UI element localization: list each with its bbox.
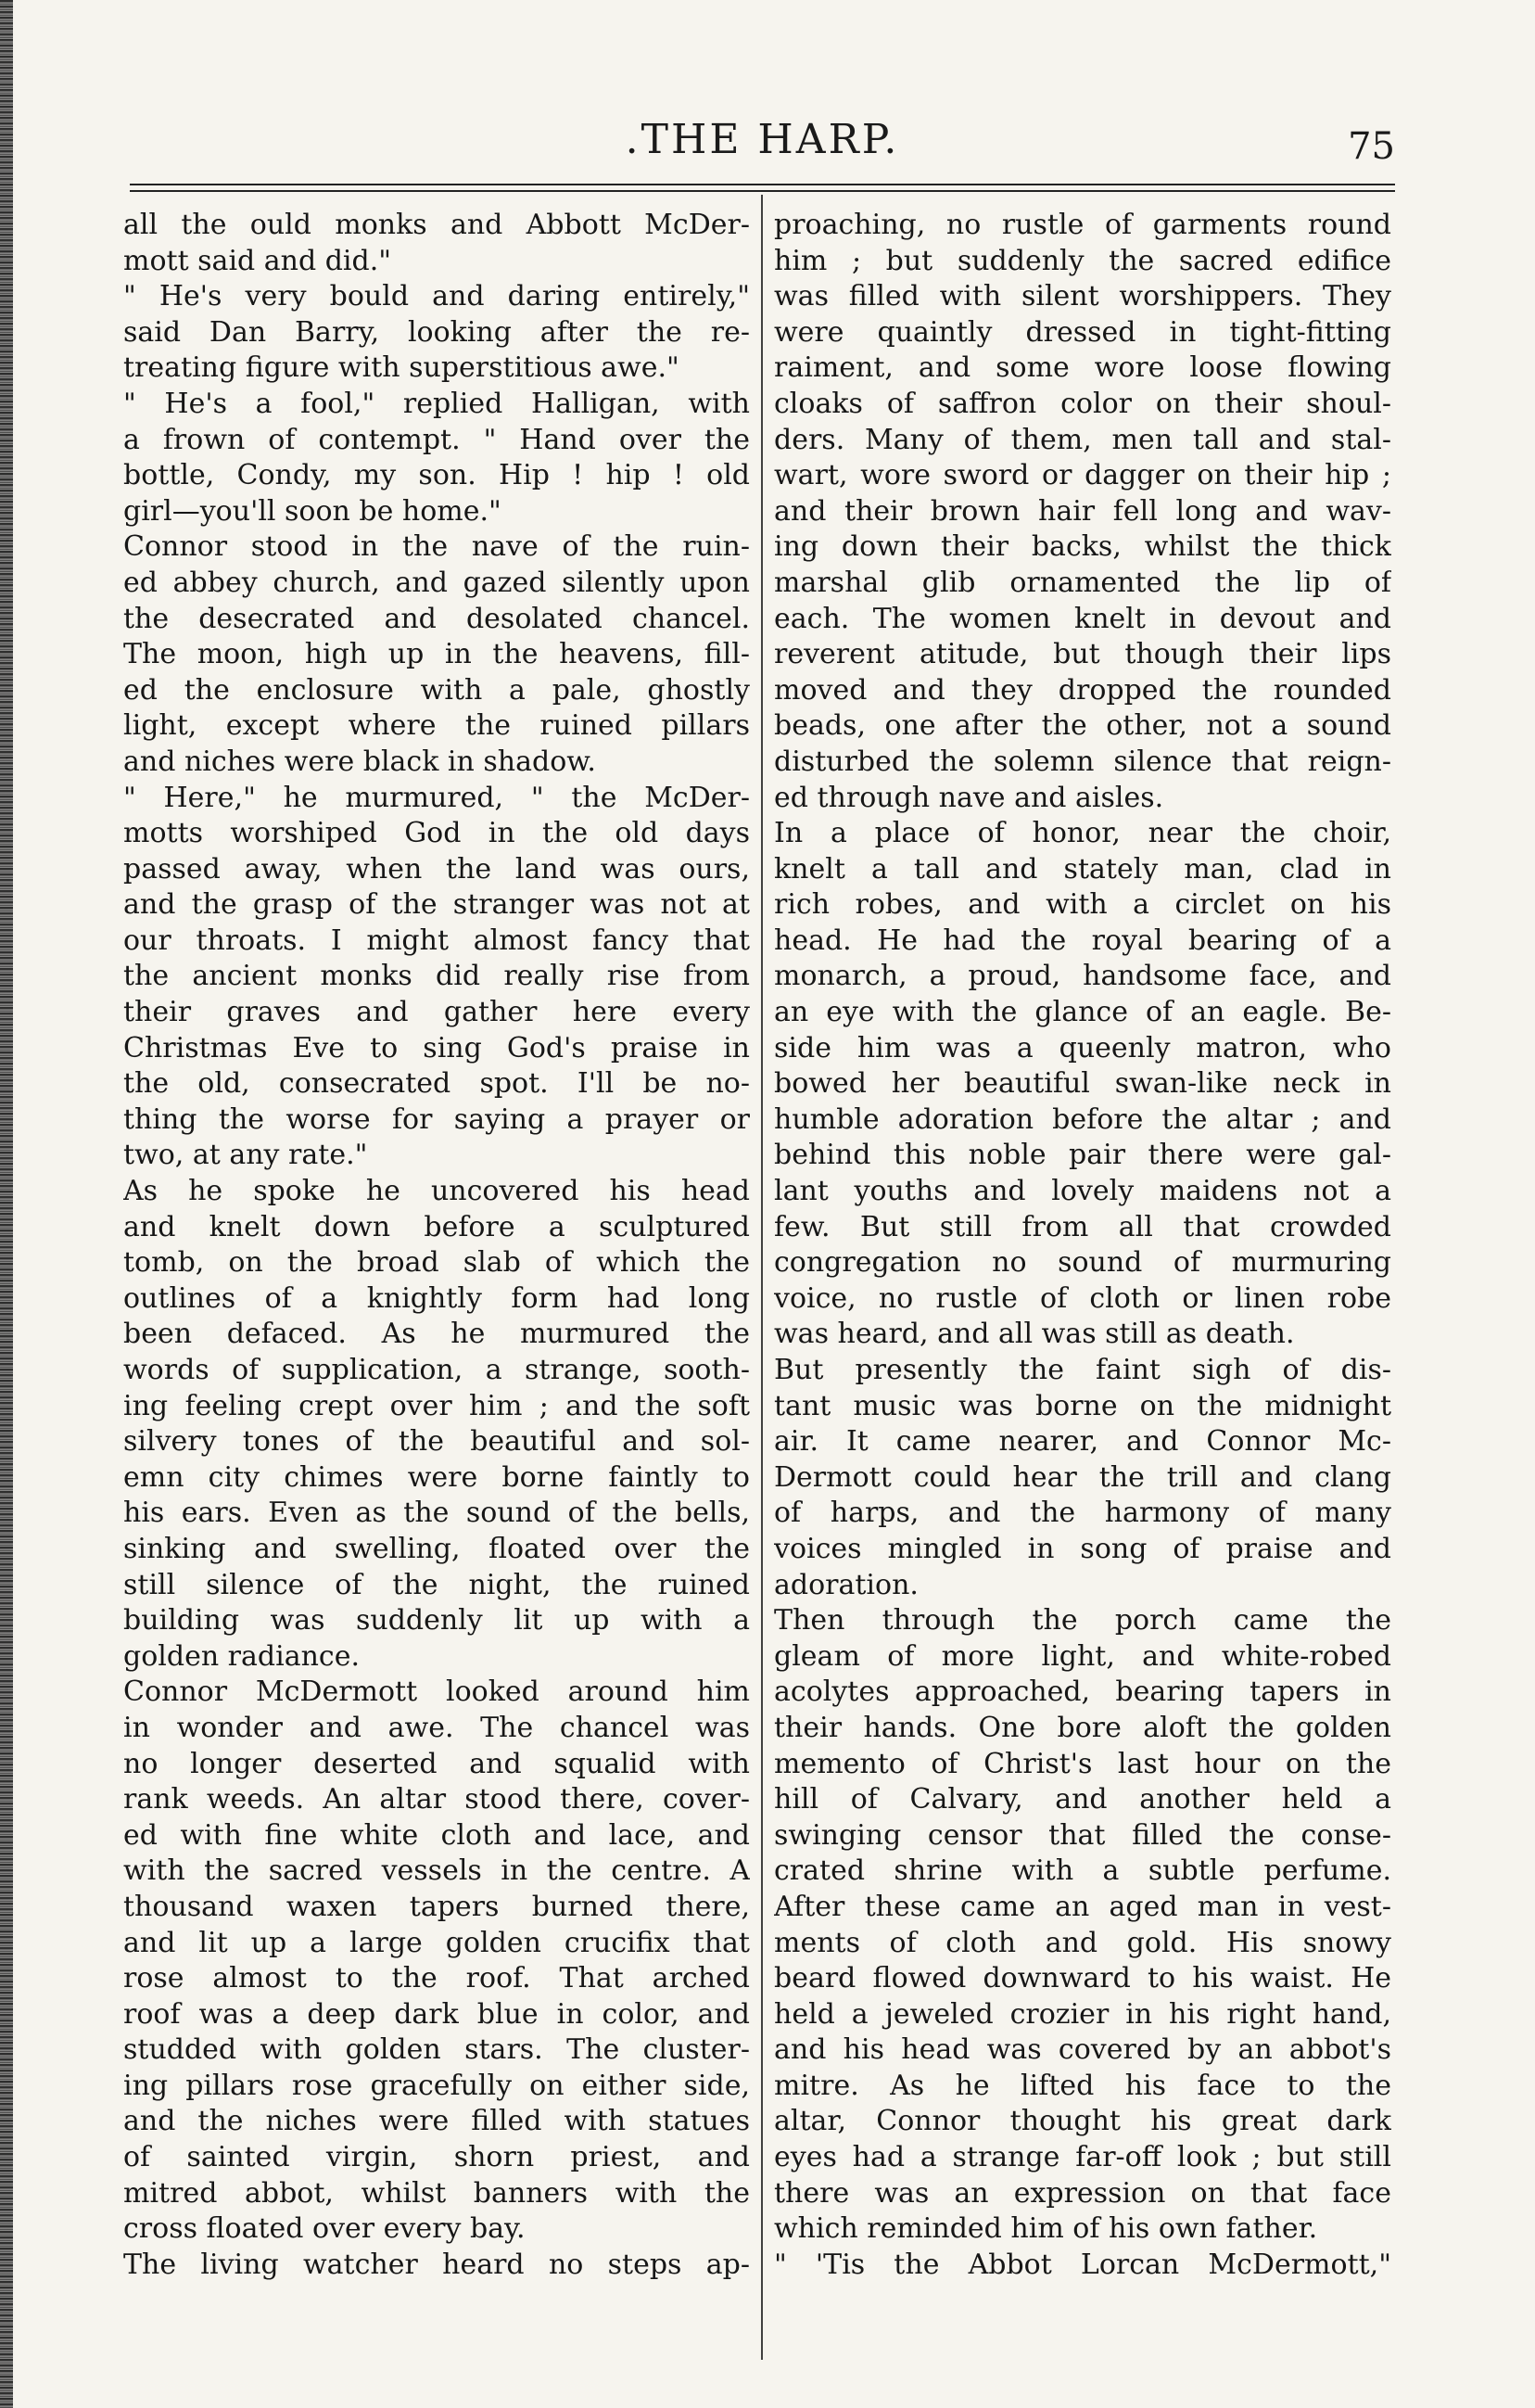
page-number: 75: [1348, 125, 1395, 168]
right-column-text-line: were quaintly dressed in tight-fitting: [774, 315, 1391, 349]
column-divider: [761, 195, 763, 2360]
right-column-text-line: After these came an aged man in vest-: [774, 1890, 1391, 1923]
left-column-text-line: building was suddenly lit up with a: [123, 1604, 750, 1637]
right-column-text-line: adoration.: [774, 1568, 919, 1601]
left-column-text-line: the ancient monks did really rise from: [123, 960, 750, 993]
left-column-text-line: tomb, on the broad slab of which the: [123, 1246, 750, 1280]
left-column-text-line: a frown of contempt. " Hand over the: [123, 423, 750, 456]
left-column-text-line: outlines of a knightly form had long: [123, 1281, 750, 1315]
right-column-text-line: rich robes, and with a circlet on his: [774, 888, 1391, 922]
left-column-text-line: rose almost to the roof. That arched: [123, 1962, 750, 1995]
left-column-text-line: passed away, when the land was ours,: [123, 852, 750, 885]
left-column-text-line: no longer deserted and squalid with: [123, 1747, 750, 1780]
right-column-text-line: head. He had the royal bearing of a: [774, 924, 1391, 957]
left-column-text-line: The moon, high up in the heavens, fill-: [123, 638, 750, 671]
right-column-text-line: wart, wore sword or dagger on their hip ;: [774, 459, 1391, 492]
right-column-text-line: tant music was borne on the midnight: [774, 1389, 1391, 1422]
left-column-text-line: the old, consecrated spot. I'll be no-: [123, 1067, 750, 1101]
right-column-text-line: ders. Many of them, men tall and stal-: [774, 423, 1391, 456]
right-column-text-line: beads, one after the other, not a sound: [774, 709, 1391, 743]
right-column-text-line: hill of Calvary, and another held a: [774, 1783, 1391, 1816]
right-column-text-line: an eye with the glance of an eagle. Be-: [774, 996, 1391, 1029]
left-column-text-line: studded with golden stars. The cluster-: [123, 2033, 750, 2067]
left-column-text-line: golden radiance.: [123, 1639, 360, 1673]
right-column-text-line: crated shrine with a subtle perfume.: [774, 1854, 1391, 1888]
left-column-text-line: Connor McDermott looked around him: [123, 1675, 750, 1709]
right-column-text-line: disturbed the solemn silence that reign-: [774, 745, 1391, 778]
left-column-text-line: of sainted virgin, shorn priest, and: [123, 2141, 750, 2174]
left-column-text-line: thousand waxen tapers burned there,: [123, 1890, 750, 1923]
right-column-text-line: reverent atitude, but though their lips: [774, 638, 1391, 671]
scanned-page-edge: [0, 0, 13, 2408]
right-column-text-line: voices mingled in song of praise and: [774, 1532, 1391, 1565]
right-column-text-line: and his head was covered by an abbot's: [774, 2033, 1391, 2067]
left-column-text-line: and lit up a large golden crucifix that: [123, 1926, 750, 1959]
right-column-text-line: which reminded him of his own father.: [774, 2212, 1318, 2246]
right-column-text-line: humble adoration before the altar ; and: [774, 1102, 1391, 1136]
left-column-text-line: mott said and did.": [123, 244, 392, 277]
right-column-text-line: eyes had a strange far-off look ; but still: [774, 2141, 1391, 2174]
left-column-text-line: " He's very bould and daring entirely,": [123, 280, 750, 313]
right-column-text-line: was heard, and all was still as death.: [774, 1318, 1295, 1351]
left-column-text-line: cross floated over every bay.: [123, 2212, 526, 2246]
left-column-text-line: said Dan Barry, looking after the re-: [123, 315, 750, 349]
left-column-text-line: Connor stood in the nave of the ruin-: [123, 530, 750, 564]
publication-title: .THE HARP.: [625, 116, 900, 163]
right-column-text-line: him ; but suddenly the sacred edifice: [774, 244, 1391, 277]
header-rule-bottom: [130, 190, 1395, 192]
right-column-text-line: Dermott could hear the trill and clang: [774, 1460, 1391, 1494]
right-text-column: [774, 208, 1391, 2355]
left-column-text-line: As he spoke he uncovered his head: [123, 1175, 750, 1208]
left-column-text-line: the desecrated and desolated chancel.: [123, 602, 750, 635]
right-column-text-line: raiment, and some wore loose flowing: [774, 351, 1391, 385]
right-column-text-line: knelt a tall and stately man, clad in: [774, 852, 1391, 885]
left-column-text-line: been defaced. As he murmured the: [123, 1318, 750, 1351]
right-column-text-line: their hands. One bore aloft the golden: [774, 1711, 1391, 1744]
right-column-text-line: gleam of more light, and white-robed: [774, 1639, 1391, 1673]
right-column-text-line: Then through the porch came the: [774, 1604, 1391, 1637]
left-column-text-line: thing the worse for saying a prayer or: [123, 1102, 750, 1136]
left-column-text-line: roof was a deep dark blue in color, and: [123, 1997, 750, 2031]
left-column-text-line: and the niches were filled with statues: [123, 2105, 750, 2138]
right-column-text-line: behind this noble pair there were gal-: [774, 1139, 1391, 1172]
right-column-text-line: monarch, a proud, handsome face, and: [774, 960, 1391, 993]
left-column-text-line: rank weeds. An altar stood there, cover-: [123, 1783, 750, 1816]
right-column-text-line: But presently the faint sigh of dis-: [774, 1354, 1391, 1386]
right-column-text-line: air. It came nearer, and Connor Mc-: [774, 1425, 1391, 1459]
right-column-text-line: swinging censor that filled the conse-: [774, 1818, 1391, 1852]
left-column-text-line: in wonder and awe. The chancel was: [123, 1711, 750, 1744]
right-column-text-line: beard flowed downward to his waist. He: [774, 1962, 1391, 1995]
right-column-text-line: " 'Tis the Abbot Lorcan McDermott,": [774, 2248, 1391, 2281]
header-rule-top: [130, 184, 1395, 185]
left-column-text-line: mitred abbot, whilst banners with the: [123, 2176, 750, 2210]
left-column-text-line: our throats. I might almost fancy that: [123, 924, 750, 957]
left-column-text-line: " He's a fool," replied Halligan, with: [123, 387, 750, 420]
left-column-text-line: The living watcher heard no steps ap-: [123, 2248, 750, 2281]
right-column-text-line: few. But still from all that crowded: [774, 1210, 1391, 1243]
right-column-text-line: marshal glib ornamented the lip of: [774, 566, 1391, 599]
left-column-text-line: ed with fine white cloth and lace, and: [123, 1818, 750, 1852]
left-column-text-line: girl—you'll soon be home.": [123, 494, 501, 528]
right-column-text-line: side him was a queenly matron, who: [774, 1031, 1391, 1064]
left-column-text-line: light, except where the ruined pillars: [123, 709, 750, 743]
left-column-text-line: and niches were black in shadow.: [123, 745, 596, 778]
left-column-text-line: motts worshiped God in the old days: [123, 817, 750, 850]
left-column-text-line: sinking and swelling, floated over the: [123, 1532, 750, 1565]
left-column-text-line: with the sacred vessels in the centre. A: [123, 1854, 750, 1888]
left-column-text-line: " Here," he murmured, " the McDer-: [123, 781, 750, 814]
left-column-text-line: and the grasp of the stranger was not at: [123, 888, 750, 922]
left-column-text-line: Christmas Eve to sing God's praise in: [123, 1031, 750, 1064]
left-column-text-line: words of supplication, a strange, sooth-: [123, 1354, 750, 1386]
right-column-text-line: memento of Christ's last hour on the: [774, 1747, 1391, 1780]
left-column-text-line: and knelt down before a sculptured: [123, 1210, 750, 1243]
page-header: [130, 117, 1395, 191]
right-column-text-line: altar, Connor thought his great dark: [774, 2105, 1391, 2138]
left-column-text-line: still silence of the night, the ruined: [123, 1568, 750, 1601]
right-column-text-line: In a place of honor, near the choir,: [774, 817, 1391, 850]
left-column-text-line: two, at any rate.": [123, 1139, 368, 1172]
right-column-text-line: and their brown hair fell long and wav-: [774, 494, 1391, 528]
right-column-text-line: ments of cloth and gold. His snowy: [774, 1926, 1391, 1959]
right-column-text-line: bowed her beautiful swan-like neck in: [774, 1067, 1391, 1101]
right-column-text-line: voice, no rustle of cloth or linen robe: [774, 1281, 1391, 1315]
left-column-text-line: bottle, Condy, my son. Hip ! hip ! old: [123, 459, 750, 492]
left-text-column: [123, 208, 750, 2355]
right-column-text-line: each. The women knelt in devout and: [774, 602, 1391, 635]
right-column-text-line: there was an expression on that face: [774, 2176, 1391, 2210]
right-column-text-line: held a jeweled crozier in his right hand,: [774, 1997, 1391, 2031]
left-column-text-line: ing feeling crept over him ; and the soft: [123, 1389, 750, 1422]
right-column-text-line: proaching, no rustle of garments round: [774, 209, 1391, 241]
right-column-text-line: congregation no sound of murmuring: [774, 1246, 1391, 1280]
right-column-text-line: was filled with silent worshippers. They: [774, 280, 1391, 313]
left-column-text-line: ed abbey church, and gazed silently upon: [123, 566, 750, 599]
right-column-text-line: lant youths and lovely maidens not a: [774, 1175, 1391, 1208]
left-column-text-line: silvery tones of the beautiful and sol-: [123, 1425, 750, 1459]
right-column-text-line: cloaks of saffron color on their shoul-: [774, 387, 1391, 420]
left-column-text-line: his ears. Even as the sound of the bells,: [123, 1497, 750, 1530]
left-column-text-line: all the ould monks and Abbott McDer-: [123, 209, 750, 241]
left-column-text-line: ed the enclosure with a pale, ghostly: [123, 673, 750, 707]
right-column-text-line: ing down their backs, whilst the thick: [774, 530, 1391, 564]
right-column-text-line: moved and they dropped the rounded: [774, 673, 1391, 707]
right-column-text-line: acolytes approached, bearing tapers in: [774, 1675, 1391, 1709]
right-column-text-line: mitre. As he lifted his face to the: [774, 2069, 1391, 2102]
left-column-text-line: ing pillars rose gracefully on either side,: [123, 2069, 750, 2102]
left-column-text-line: treating figure with superstitious awe.": [123, 351, 679, 385]
right-column-text-line: of harps, and the harmony of many: [774, 1497, 1391, 1530]
left-column-text-line: emn city chimes were borne faintly to: [123, 1460, 750, 1494]
left-column-text-line: their graves and gather here every: [123, 996, 750, 1029]
right-column-text-line: ed through nave and aisles.: [774, 781, 1164, 814]
